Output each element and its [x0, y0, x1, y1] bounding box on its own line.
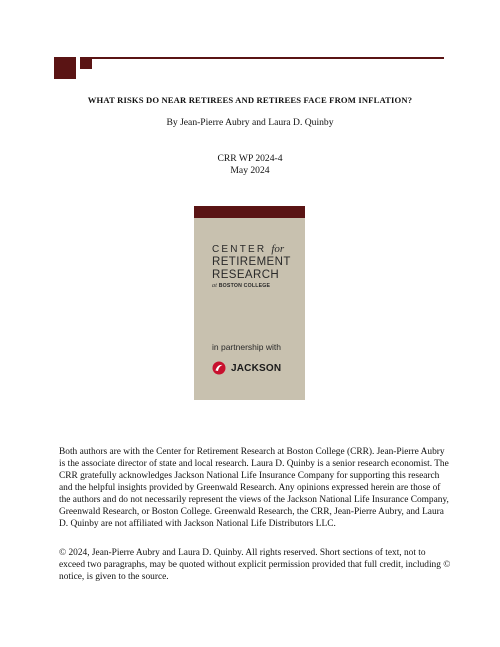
logo-for: for	[271, 243, 285, 255]
header-square-small	[80, 57, 92, 69]
logo-retirement: RETIREMENT	[212, 256, 291, 268]
logo-center: CENTER	[212, 244, 267, 255]
logo-at: at	[212, 283, 218, 289]
author-disclosure: Both authors are with the Center for Retirement Research at Boston College (CRR). Jean-Pierre Aubry is the associate director of state and local research. Laura D. Quinby is a senior research economist. The CRR gratefully acknowledges Jackson National Life Insurance Company for supporting this research and the helpful insights provided by Greenwald Research. Any opinions expressed herein are those of the authors and do not necessarily represent the views of the Jackson National Life Insurance Company, Greenwald Research, or Boston College. Greenwald Research, the CRR, Jean-Pierre Aubry, and Laura D. Quinby are not affiliated with Jackson National Life Distributors LLC.	[59, 447, 449, 529]
paper-authors: By Jean-Pierre Aubry and Laura D. Quinby	[166, 117, 334, 128]
header-square-large	[54, 57, 76, 79]
header-rule	[80, 57, 444, 59]
paper-title: WHAT RISKS DO NEAR RETIREES AND RETIREES FACE FROM INFLATION?	[87, 95, 413, 105]
working-paper-info	[0, 153, 500, 177]
crr-wordmark	[212, 243, 291, 290]
logo-research: RESEARCH	[212, 269, 280, 281]
partnership-text: in partnership with	[212, 342, 281, 352]
jackson-swoosh-icon	[212, 361, 226, 375]
working-paper-number: CRR WP 2024-4	[217, 153, 283, 164]
paper-date: May 2024	[230, 165, 270, 176]
crr-logo	[194, 206, 305, 400]
logo-boston-college: BOSTON COLLEGE	[218, 283, 271, 289]
jackson-logo	[212, 361, 281, 375]
copyright-notice: © 2024, Jean-Pierre Aubry and Laura D. Quinby. All rights reserved. Short sections of text, not to exceed two paragraphs, may be quoted without explicit permission provided that full credit, including © notice, is given to the source.	[59, 548, 451, 582]
logo-band	[194, 206, 305, 218]
jackson-name: JACKSON	[231, 362, 282, 374]
